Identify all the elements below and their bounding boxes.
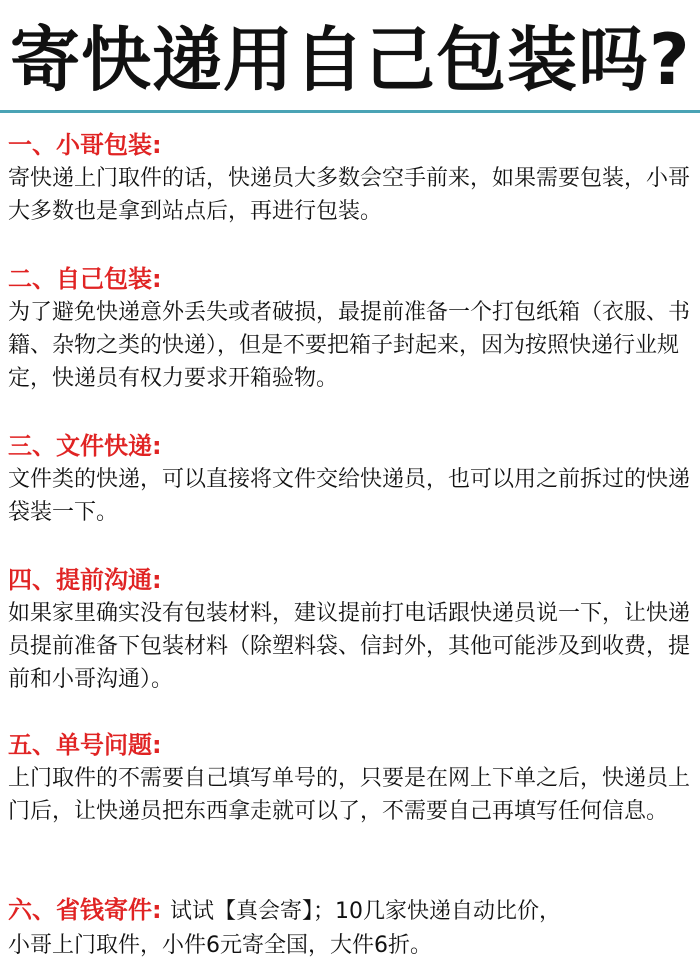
section-body: 为了避免快递意外丢失或者破损，最提前准备一个打包纸箱（衣服、书籍、杂物之类的快递），但是不要把箱子封起来，因为按照快递行业规定，快递员有权力要求开箱验物。 — [8, 300, 691, 391]
page-title: 寄快递用自己包装吗? — [10, 18, 691, 101]
section-self-packing — [8, 262, 694, 395]
section-heading: 三、文件快递: — [8, 432, 162, 460]
section-body: 如果家里确实没有包装材料，建议提前打电话跟快递员说一下，让快递员提前准备下包装材料（除塑料袋、信封外，其他可能涉及到收费，提前和小哥沟通）。 — [8, 601, 691, 692]
section-courier-packing — [8, 128, 694, 228]
section-heading: 六、省钱寄件: — [8, 896, 162, 924]
title-divider — [0, 110, 700, 113]
section-heading: 四、提前沟通: — [8, 566, 162, 594]
section-heading: 一、小哥包装: — [8, 131, 162, 159]
section-body: 寄快递上门取件的话，快递员大多数会空手前来，如果需要包装，小哥大多数也是拿到站点后，再进行包装。 — [8, 166, 691, 224]
section-body: 小哥上门取件，小件6元寄全国，大件6折。 — [8, 933, 432, 958]
section-save-money — [8, 893, 694, 962]
section-inline-text: 试试【真会寄】；10几家快递自动比价， — [169, 899, 561, 924]
section-body: 上门取件的不需要自己填写单号的，只要是在网上下单之后，快递员上门后，让快递员把东西拿走就可以了，不需要自己再填写任何信息。 — [8, 766, 691, 824]
section-heading: 二、自己包装: — [8, 265, 162, 293]
section-tracking-number — [8, 728, 694, 828]
section-body: 文件类的快递，可以直接将文件交给快递员，也可以用之前拆过的快递袋装一下。 — [8, 467, 691, 525]
section-heading: 五、单号问题: — [8, 731, 162, 759]
section-document-delivery — [8, 429, 694, 529]
section-communicate-ahead — [8, 563, 694, 696]
section-heading-row — [8, 893, 694, 929]
